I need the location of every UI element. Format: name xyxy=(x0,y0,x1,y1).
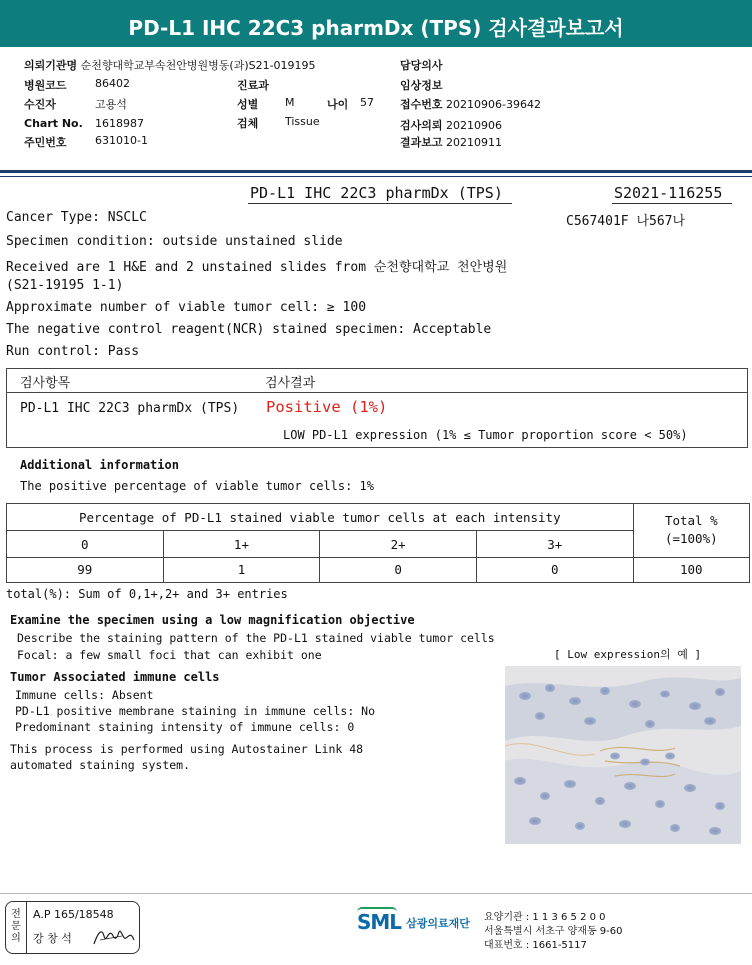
chart-value: 1618987 xyxy=(95,117,144,130)
intensity-3: 3+ xyxy=(476,531,633,557)
receipt-value: 20210906-39642 xyxy=(446,98,541,111)
address: 서울특별시 서초구 양재동 9-60 xyxy=(484,926,623,937)
specimen-condition: Specimen condition: outside unstained slide xyxy=(6,234,343,249)
phone-number: 대표번호 : 1661-5117 xyxy=(484,940,587,951)
sml-logo-text: SML xyxy=(357,910,402,934)
dept-label: 진료과 xyxy=(237,79,269,92)
request-value: 20210906 xyxy=(446,119,503,132)
received-number: (S21-19195 1-1) xyxy=(6,278,124,293)
logo-swoosh xyxy=(357,907,397,912)
intensity-1: 1+ xyxy=(163,531,320,557)
report-header xyxy=(0,0,752,47)
number-underline xyxy=(612,203,732,204)
specimen-value: Tissue xyxy=(285,115,320,128)
license-number: A.P 165/18548 xyxy=(33,908,114,921)
internal-codes: C567401F 나567나 xyxy=(566,214,686,229)
result-box-divider xyxy=(6,392,748,393)
stamp-label-cell xyxy=(6,902,27,953)
run-control: Run control: Pass xyxy=(6,344,140,359)
ncr-statement: The negative control reagent(NCR) stained specimen: Acceptable xyxy=(6,322,492,337)
agency-number: 요양기관 : 1 1 3 6 5 2 0 0 xyxy=(484,912,606,923)
chart-label: Chart No. xyxy=(24,117,83,130)
result-col-item: 검사항목 xyxy=(20,376,71,391)
divider-thin xyxy=(0,176,752,177)
report-label: 결과보고 xyxy=(400,136,443,149)
process-line2: automated staining system. xyxy=(10,758,191,772)
micrograph-illustration xyxy=(505,666,741,844)
micrograph-image xyxy=(505,666,741,844)
report-title: PD-L1 IHC 22C3 pharmDx (TPS) 검사결과보고서 xyxy=(128,16,624,40)
total-header-line2: (=100%) xyxy=(664,531,718,547)
received-slides: Received are 1 H&E and 2 unstained slides from 순천향대학교 천안병원 xyxy=(6,260,508,275)
age-label: 나이 xyxy=(327,98,349,111)
value-total: 100 xyxy=(633,557,749,582)
intensity-0: 0 xyxy=(7,531,164,557)
intensity-header: Percentage of PD-L1 stained viable tumor cells at each intensity xyxy=(7,504,634,531)
total-header-line1: Total % xyxy=(664,513,718,529)
code-value: 86402 xyxy=(95,77,130,90)
signature-box xyxy=(5,901,140,954)
id-label: 주민번호 xyxy=(24,136,67,149)
patient-value: 고용석 xyxy=(95,98,127,111)
clinical-label: 임상정보 xyxy=(400,79,443,92)
immune-line1: Immune cells: Absent xyxy=(15,688,154,702)
receipt-label: 접수번호 xyxy=(400,98,443,111)
immune-title: Tumor Associated immune cells xyxy=(10,670,220,684)
result-value: Positive (1%) xyxy=(266,398,388,416)
age-value: 57 xyxy=(360,96,374,109)
photo-caption: [ Low expression의 예 ] xyxy=(554,648,702,661)
examine-line2: Focal: a few small foci that can exhibit one xyxy=(17,648,322,662)
signer-name: 강 창 석 xyxy=(33,932,72,945)
code-label: 병원코드 xyxy=(24,79,67,92)
value-3: 0 xyxy=(476,557,633,582)
test-title: PD-L1 IHC 22C3 pharmDx (TPS) xyxy=(250,184,503,202)
title-underline xyxy=(248,203,512,204)
total-header xyxy=(633,504,749,558)
footer-divider xyxy=(0,893,752,894)
report-value: 20210911 xyxy=(446,136,503,149)
examine-line1: Describe the staining pattern of the PD-L1 stained viable tumor cells xyxy=(17,631,495,645)
result-item: PD-L1 IHC 22C3 pharmDx (TPS) xyxy=(20,401,240,416)
value-2: 0 xyxy=(320,557,477,582)
additional-title: Additional information xyxy=(20,458,179,472)
hospital-value: 순천향대학교부속천안병원병동(과)S21-019195 xyxy=(80,59,316,72)
signature-image xyxy=(92,926,136,948)
report-number: S2021-116255 xyxy=(614,184,723,202)
value-1: 1 xyxy=(163,557,320,582)
viable-tumor-cells: Approximate number of viable tumor cell: ≥ 100 xyxy=(6,300,367,315)
id-value: 631010-1 xyxy=(95,134,148,147)
intensity-table xyxy=(6,503,750,583)
immune-line2: PD-L1 positive membrane staining in immune cells: No xyxy=(15,704,376,718)
immune-line3: Predominant staining intensity of immune cells: 0 xyxy=(15,720,355,734)
patient-label: 수진자 xyxy=(24,98,56,111)
additional-text: The positive percentage of viable tumor cells: 1% xyxy=(20,479,375,493)
cancer-type: Cancer Type: NSCLC xyxy=(6,210,147,225)
total-note: total(%): Sum of 0,1+,2+ and 3+ entries xyxy=(6,587,288,601)
sml-logo xyxy=(357,910,470,934)
doctor-label: 담당의사 xyxy=(400,59,443,72)
sex-label: 성별 xyxy=(237,98,259,111)
result-col-result: 검사결과 xyxy=(265,376,316,391)
intensity-2: 2+ xyxy=(320,531,477,557)
stamp-label: 전문의 xyxy=(11,909,21,944)
expression-level: LOW PD-L1 expression (1% ≤ Tumor proportion score < 50%) xyxy=(283,428,688,442)
request-label: 검사의뢰 xyxy=(400,119,443,132)
sex-value: M xyxy=(285,96,295,109)
process-line1: This process is performed using Autostainer Link 48 xyxy=(10,742,364,756)
divider-thick xyxy=(0,170,752,173)
org-name: 삼광의료재단 xyxy=(406,917,470,930)
hospital-label: 의뢰기관명 xyxy=(24,59,78,72)
examine-title: Examine the specimen using a low magnification objective xyxy=(10,613,415,627)
specimen-label: 검체 xyxy=(237,117,259,130)
value-0: 99 xyxy=(7,557,164,582)
